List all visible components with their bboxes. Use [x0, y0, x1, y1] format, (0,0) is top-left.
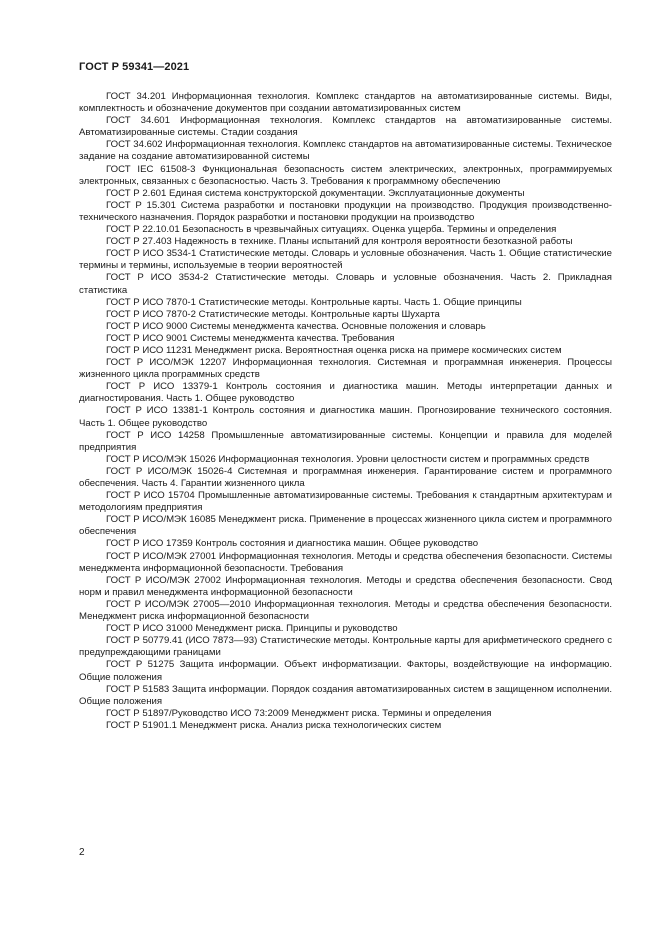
reference-item: ГОСТ Р 51901.1 Менеджмент риска. Анализ риска технологических систем — [106, 719, 442, 731]
reference-item: ГОСТ Р ИСО 31000 Менеджмент риска. Принципы и руководство — [106, 623, 398, 635]
reference-item: ГОСТ Р ИСО/МЭК 15026-4 Системная и программная инженерия. Гарантирование систем и программного обеспечения. Часть 4. Гарантии жизненного цикла — [79, 465, 612, 489]
reference-item: ГОСТ Р ИСО/МЭК 27005—2010 Информационная технология. Методы и средства обеспечения безопасности. Менеджмент риска информационной безопасности — [79, 598, 612, 623]
reference-item: ГОСТ Р ИСО 13379-1 Контроль состояния и диагностика машин. Методы интерпретации данных и диагностирования. Часть 1. Общее руководство — [79, 381, 612, 405]
reference-item: ГОСТ Р ИСО 9001 Системы менеджмента качества. Требования — [106, 332, 395, 344]
normative-references-list — [79, 91, 612, 732]
page-number: 2 — [79, 847, 85, 858]
reference-item: ГОСТ Р ИСО/МЭК 16085 Менеджмент риска. Применение в процессах жизненного цикла систем и программного обеспечения — [79, 514, 612, 538]
reference-item: ГОСТ Р ИСО 14258 Промышленные автоматизированные системы. Концепции и правила для моделей предприятия — [79, 429, 612, 453]
reference-item: ГОСТ Р ИСО 7870-2 Статистические методы. Контрольные карты Шухарта — [106, 308, 440, 320]
reference-item: ГОСТ Р ИСО 3534-1 Статистические методы. Словарь и условные обозначения. Часть 1. Общие статистические термины и термины, используемые в теории вероятностей — [79, 248, 612, 272]
reference-item: ГОСТ 34.601 Информационная технология. Комплекс стандартов на автоматизированные системы. Автоматизированные системы. Стадии создания — [79, 115, 612, 139]
reference-item: ГОСТ Р ИСО/МЭК 15026 Информационная технология. Уровни целостности систем и программных средств — [106, 453, 590, 465]
reference-item: ГОСТ Р ИСО 11231 Менеджмент риска. Вероятностная оценка риска на примере космических систем — [106, 344, 562, 356]
reference-item: ГОСТ Р ИСО/МЭК 27001 Информационная технология. Методы и средства обеспечения безопасности. Системы менеджмента информационной безопасности. Требования — [79, 550, 612, 574]
reference-item: ГОСТ Р ИСО 3534-2 Статистические методы. Словарь и условные обозначения. Часть 2. Прикладная статистика — [79, 272, 612, 296]
reference-item: ГОСТ Р 50779.41 (ИСО 7873—93) Статистические методы. Контрольные карты для арифметического среднего с предупреждающими границами — [79, 635, 612, 659]
reference-item: ГОСТ Р ИСО 15704 Промышленные автоматизированные системы. Требования к стандартным архитектурам и методологиям предприятия — [79, 490, 612, 514]
reference-item: ГОСТ Р ИСО/МЭК 27002 Информационная технология. Методы и средства обеспечения безопасности. Свод норм и правил менеджмента информационной безопасности — [79, 574, 612, 598]
reference-item: ГОСТ Р ИСО 7870-1 Статистические методы. Контрольные карты. Часть 1. Общие принципы — [106, 296, 522, 308]
reference-item: ГОСТ Р ИСО 9000 Системы менеджмента качества. Основные положения и словарь — [106, 320, 486, 332]
reference-item: ГОСТ Р 27.403 Надежность в технике. Планы испытаний для контроля вероятности безотказной работы — [106, 236, 573, 248]
reference-item: ГОСТ 34.602 Информационная технология. Комплекс стандартов на автоматизированные системы. Техническое задание на создание автоматизированной системы — [79, 139, 612, 163]
reference-item: ГОСТ IEC 61508-3 Функциональная безопасность систем электрических, электронных, программируемых электронных, связанных с безопасностью. Часть 3. Требования к программному обеспечению — [79, 163, 612, 187]
reference-item: ГОСТ Р ИСО 13381-1 Контроль состояния и диагностика машин. Прогнозирование технического состояния. Часть 1. Общее руководство — [79, 405, 612, 429]
reference-item: ГОСТ Р 51897/Руководство ИСО 73:2009 Менеджмент риска. Термины и определения — [106, 707, 492, 719]
reference-item: ГОСТ Р ИСО/МЭК 12207 Информационная технология. Системная и программная инженерия. Процессы жизненного цикла программных средств — [79, 357, 612, 381]
reference-item: ГОСТ Р 51583 Защита информации. Порядок создания автоматизированных систем в защищенном исполнении. Общие положения — [79, 683, 612, 707]
reference-item: ГОСТ Р 15.301 Система разработки и постановки продукции на производство. Продукция производственно-технического назначения. Порядок разработки и постановки продукции на производство — [79, 199, 612, 223]
document-header — [79, 61, 189, 73]
standard-designation: ГОСТ Р 59341—2021 — [79, 61, 190, 73]
reference-item: ГОСТ Р 51275 Защита информации. Объект информатизации. Факторы, воздействующие на информацию. Общие положения — [79, 659, 612, 683]
reference-item: ГОСТ Р 2.601 Единая система конструкторской документации. Эксплуатационные документы — [106, 187, 525, 199]
reference-item: ГОСТ Р 22.10.01 Безопасность в чрезвычайных ситуациях. Оценка ущерба. Термины и определения — [106, 224, 557, 236]
reference-item: ГОСТ 34.201 Информационная технология. Комплекс стандартов на автоматизированные системы. Виды, комплектность и обозначение документов при создании автоматизированных систем — [79, 91, 612, 115]
reference-item: ГОСТ Р ИСО 17359 Контроль состояния и диагностика машин. Общее руководство — [106, 538, 479, 550]
